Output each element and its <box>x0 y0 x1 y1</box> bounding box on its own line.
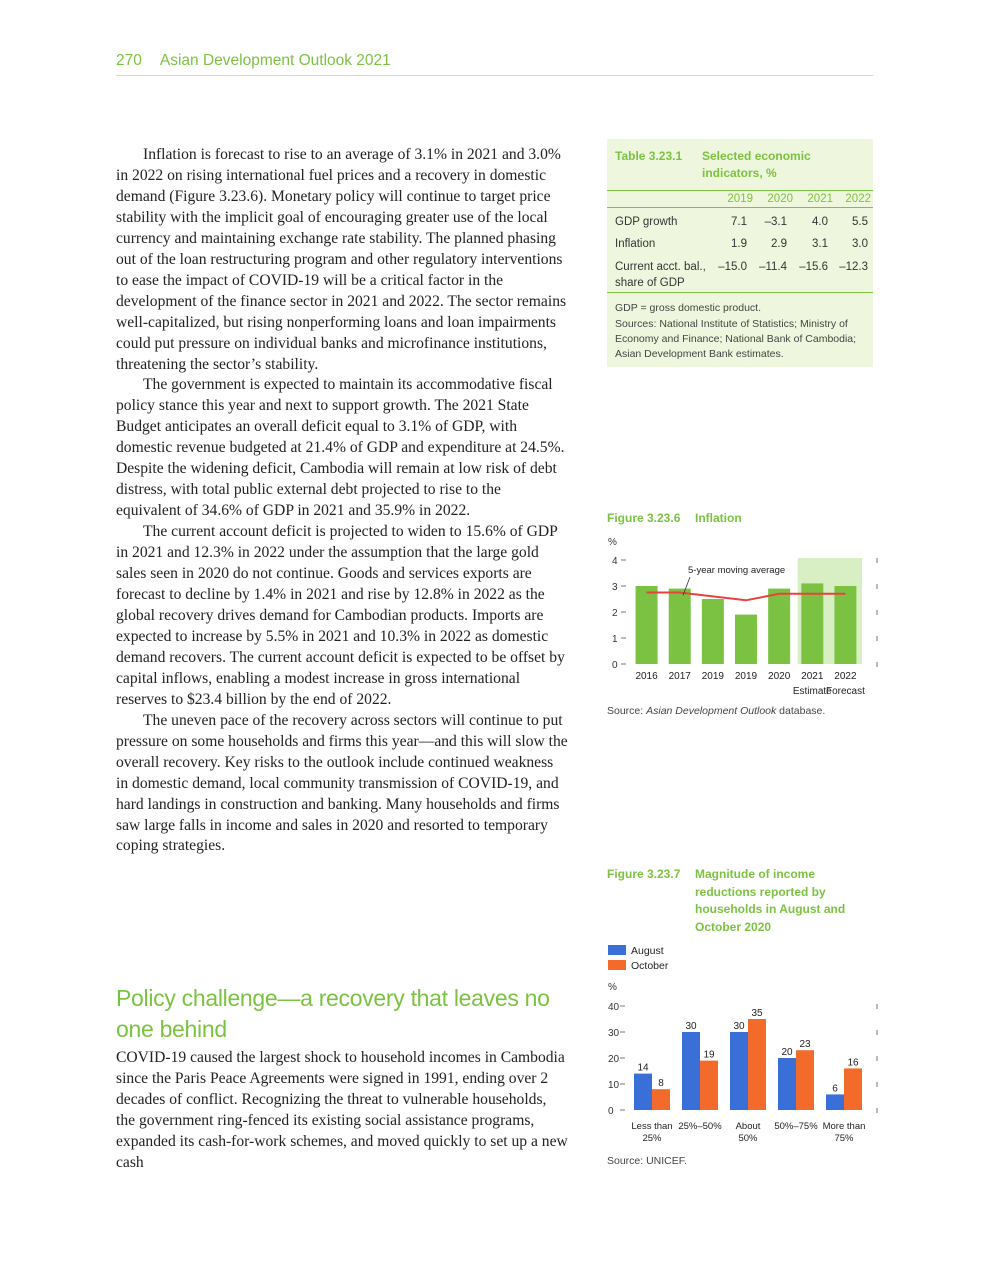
x-tick-label: 2019 <box>701 671 724 682</box>
inflation-chart <box>600 530 885 705</box>
x-tick-label: 75% <box>834 1133 854 1144</box>
line-annotation: 5-year moving average <box>688 565 786 576</box>
x-tick-label: 2020 <box>768 671 791 682</box>
y-tick-label: 20 <box>608 1054 620 1065</box>
bar <box>796 1050 814 1110</box>
row-label: Inflation <box>615 238 656 250</box>
cell: 3.1 <box>812 238 828 250</box>
bar <box>768 589 790 664</box>
table-rule <box>607 292 873 293</box>
bar <box>652 1089 670 1110</box>
cell: –15.0 <box>718 261 747 273</box>
column-header: 2022 <box>845 193 871 205</box>
row-label: GDP growth <box>615 216 678 228</box>
cell: –3.1 <box>764 216 787 228</box>
publication-title: Asian Development Outlook 2021 <box>159 52 391 69</box>
x-tick-label: 2022 <box>834 671 857 682</box>
y-tick-label: 4 <box>612 556 618 567</box>
y-axis-unit: % <box>608 982 617 993</box>
figure-number: Figure 3.23.6 <box>607 511 681 525</box>
figure-source: Source: UNICEF. <box>607 1155 687 1167</box>
data-label: 23 <box>799 1039 811 1051</box>
cell: –11.4 <box>759 261 787 273</box>
table-caption: Selected economic indicators, % <box>702 149 811 180</box>
bar <box>682 1032 700 1110</box>
table-sources: Sources: National Institute of Statistics; Ministry of Economy and Finance; National Bank of Cambodia; Asian Development Bank estimates. <box>615 318 857 360</box>
bar <box>748 1019 766 1110</box>
row-label: Current acct. bal., share of GDP <box>615 261 706 289</box>
economic-indicators-table <box>607 139 873 367</box>
y-tick-label: 40 <box>608 1002 620 1013</box>
table-note: GDP = gross domestic product. <box>615 302 761 314</box>
x-tick-label: 50% <box>738 1133 758 1144</box>
section-heading: Policy challenge—a recovery that leaves no one behind <box>116 985 550 1042</box>
bar <box>636 586 658 664</box>
legend-label: October <box>631 960 669 972</box>
data-label: 30 <box>733 1021 745 1032</box>
paragraph: The uneven pace of the recovery across sectors will continue to put pressure on some households and firms this year—and this will slow the overall recovery. Key risks to the outlook include continued weakness in domestic demand, local community transmission of COVID-19, and hard landings in construction and banking. Many households and firms saw large falls in income and sales in 2020 and resorted to temporary coping strategies. <box>116 711 568 855</box>
bar <box>844 1068 862 1110</box>
figure-title <box>607 510 873 528</box>
paragraph: The current account deficit is projected to widen to 15.6% of GDP in 2021 and 12.3% in 2022 under the assumption that the large gold sales seen in 2020 do not continue. Goods and services exports are forecast to decline by 1.4% in 2021 and rise by 12.8% in 2022 as the global recovery drives demand for Cambodian products. Imports are expected to increase by 5.5% in 2021 and 10.3% in 2022 as domestic demand recovers. The current account deficit is expected to be offset by capital inflows, enabling a modest increase in gross international reserves to $23.4 billion by the end of 2022. <box>116 523 565 708</box>
x-tick-label: Less than <box>631 1121 673 1132</box>
x-tick-label: About <box>735 1121 761 1132</box>
cell: 3.0 <box>852 238 868 250</box>
bar <box>834 586 856 664</box>
x-tick-label: 50%–75% <box>774 1121 818 1132</box>
column-header: 2021 <box>807 193 833 205</box>
data-label: 19 <box>703 1049 715 1061</box>
data-label: 16 <box>847 1057 859 1069</box>
y-tick-label: 10 <box>608 1080 620 1091</box>
y-tick-label: 3 <box>612 582 618 593</box>
source-prefix: Source: <box>607 705 647 717</box>
data-label: 20 <box>781 1047 793 1058</box>
data-label: 8 <box>658 1078 664 1090</box>
table-title <box>615 148 865 182</box>
table-number: Table 3.23.1 <box>615 149 683 163</box>
cell: –15.6 <box>799 261 828 273</box>
x-tick-label: 2016 <box>635 671 658 682</box>
x-tick-label: More than <box>822 1121 866 1132</box>
legend-swatch <box>608 945 626 955</box>
bar <box>826 1094 844 1110</box>
source-suffix: database. <box>776 705 826 717</box>
y-tick-label: 0 <box>612 660 618 671</box>
legend-swatch <box>608 960 626 970</box>
x-tick-label: 25%–50% <box>678 1121 722 1132</box>
y-tick-label: 0 <box>608 1106 614 1117</box>
x-sub-label: Estimate <box>792 686 832 697</box>
income-reduction-chart <box>600 940 885 1152</box>
paragraph: COVID-19 caused the largest shock to household incomes in Cambodia since the Paris Peace Agreements were signed in 1991, ending over 2 decades of conflict. Recognizing the threat to vulnerable households, the government ring-fenced its existing social assistance programs, expanded its cash-for-work schemes, and moved quickly to set up a new cash <box>116 1049 568 1171</box>
figure-caption: Inflation <box>695 511 742 525</box>
cell: 4.0 <box>812 216 828 228</box>
cell: 1.9 <box>731 238 747 250</box>
paragraph: Inflation is forecast to rise to an average of 3.1% in 2021 and 3.0% in 2022 on rising international fuel prices and a recovery in domestic demand (Figure 3.23.6). Monetary policy will continue to target price stability with the implicit goal of encouraging greater use of the local currency and maintaining exchange rate stability. The planned phasing out of the loan restructuring program and other regulatory interventions to ease the impact of COVID-19 will be a critical factor in the development of the finance sector in 2021 and 2022. The sector remains well-capitalized, but rising nonperforming loans and loan impairments could put pressure on individual banks and microfinance institutions, threatening the sector’s stability. <box>116 146 567 373</box>
bar <box>735 615 757 664</box>
figure-caption: Magnitude of income reductions reported by households in August and October 2020 <box>695 867 846 934</box>
column-header: 2019 <box>727 193 753 205</box>
cell: 2.9 <box>771 238 787 250</box>
y-axis-unit: % <box>608 537 617 548</box>
x-tick-label: 2017 <box>668 671 691 682</box>
body-text <box>116 145 568 857</box>
cell: –12.3 <box>839 261 868 273</box>
page-number: 270 <box>116 52 142 69</box>
table-header-row <box>607 190 873 208</box>
running-header <box>116 52 873 76</box>
figure-number: Figure 3.23.7 <box>607 867 681 881</box>
figure-title <box>607 866 873 936</box>
paragraph: The government is expected to maintain its accommodative fiscal policy stance this year and next to support growth. The 2021 State Budget anticipates an overall deficit equal to 3.1% of GDP, with domestic revenue budgeted at 21.4% of GDP and expenditure at 24.5%. Despite the widening deficit, Cambodia will remain at low risk of debt distress, with total public external debt projected to rise to the equivalent of 34.6% of GDP in 2021 and 35.9% in 2022. <box>116 376 565 520</box>
data-label: 35 <box>751 1008 763 1019</box>
figure-source <box>607 705 825 717</box>
column-header: 2020 <box>767 193 793 205</box>
source-publication: Asian Development Outlook <box>646 705 777 717</box>
x-tick-label: 2021 <box>801 671 824 682</box>
x-tick-label: 25% <box>642 1133 662 1144</box>
bar <box>634 1074 652 1110</box>
bar <box>801 583 823 664</box>
data-label: 14 <box>637 1062 649 1074</box>
legend-label: August <box>631 945 664 957</box>
cell: 7.1 <box>731 216 747 228</box>
y-tick-label: 30 <box>608 1028 620 1039</box>
y-tick-label: 1 <box>612 634 618 645</box>
x-tick-label: 2019 <box>734 671 758 682</box>
bar <box>702 599 724 664</box>
x-sub-label: Forecast <box>825 686 865 697</box>
bar <box>778 1058 796 1110</box>
bar <box>730 1032 748 1110</box>
data-label: 30 <box>685 1021 697 1032</box>
bar <box>700 1061 718 1110</box>
bar <box>669 589 691 664</box>
data-label: 6 <box>832 1083 838 1095</box>
cell: 5.5 <box>852 216 868 228</box>
y-tick-label: 2 <box>612 608 618 619</box>
